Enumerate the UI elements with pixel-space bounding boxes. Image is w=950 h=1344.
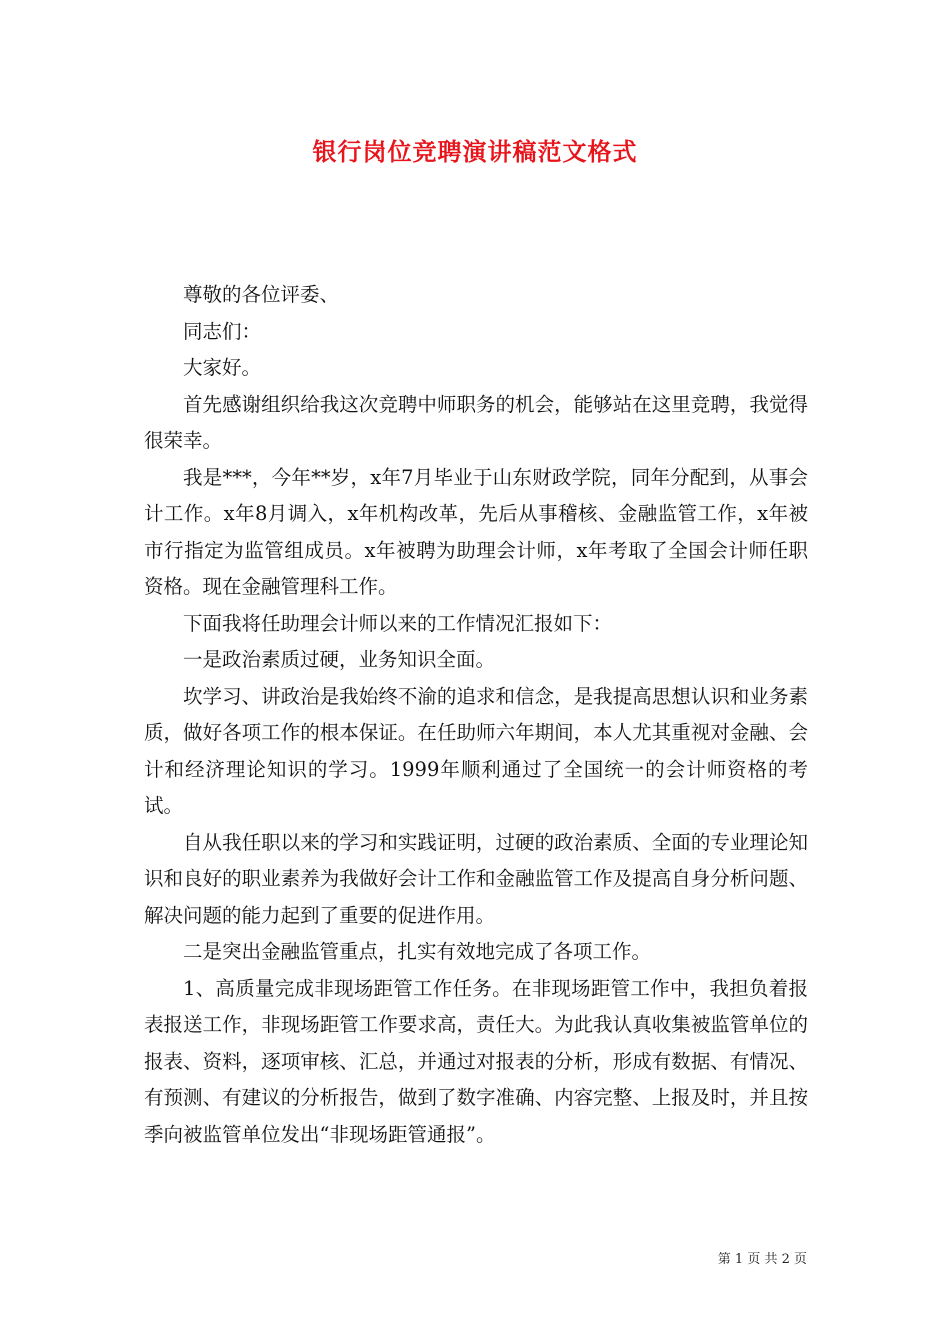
- document-body: [144, 277, 808, 1153]
- paragraph: 首先感谢组织给我这次竞聘中师职务的机会，能够站在这里竞聘，我觉得很荣幸。: [144, 392, 808, 452]
- paragraph: 下面我将任助理会计师以来的工作情况汇报如下：: [183, 611, 613, 635]
- paragraph: 自从我任职以来的学习和实践证明，过硬的政治素质、全面的专业理论知识和良好的职业素养为我做好会计工作和金融监管工作及提高自身分析问题、解决问题的能力起到了重要的促进作用。: [144, 830, 808, 927]
- paragraph: 坎学习、讲政治是我始终不渝的追求和信念，是我提高思想认识和业务素质，做好各项工作的根本保证。在任助师六年期间，本人尤其重视对金融、会计和经济理论知识的学习。1999年顺利通过了全国统一的会计师资格的考试。: [144, 684, 808, 817]
- paragraph: 1、高质量完成非现场距管工作任务。在非现场距管工作中，我担负着报表报送工作，非现场距管工作要求高，责任大。为此我认真收集被监管单位的报表、资料，逐项审核、汇总，并通过对报表的分析，形成有数据、有情况、有预测、有建议的分析报告，做到了数字准确、内容完整、上报及时，并且按季向被监管单位发出“非现场距管通报”。: [144, 976, 808, 1146]
- paragraph: 尊敬的各位评委、: [183, 283, 340, 306]
- paragraph: 一是政治素质过硬，业务知识全面。: [183, 648, 496, 671]
- page-number: 第 1 页 共 2 页: [717, 1252, 807, 1267]
- paragraph: 我是***，今年**岁，x年7月毕业于山东财政学院，同年分配到，从事会计工作。x年8月调入，x年机构改革，先后从事稽核、金融监管工作，x年被市行指定为监管组成员。x年被聘为助理会计师，x年考取了全国会计师任职资格。现在金融管理科工作。: [144, 465, 808, 598]
- paragraph: 二是突出金融监管重点，扎实有效地完成了各项工作。: [183, 940, 652, 963]
- page-title: 银行岗位竞聘演讲稿范文格式: [312, 137, 638, 166]
- paragraph: 同志们：: [183, 319, 262, 343]
- paragraph: 大家好。: [183, 356, 262, 379]
